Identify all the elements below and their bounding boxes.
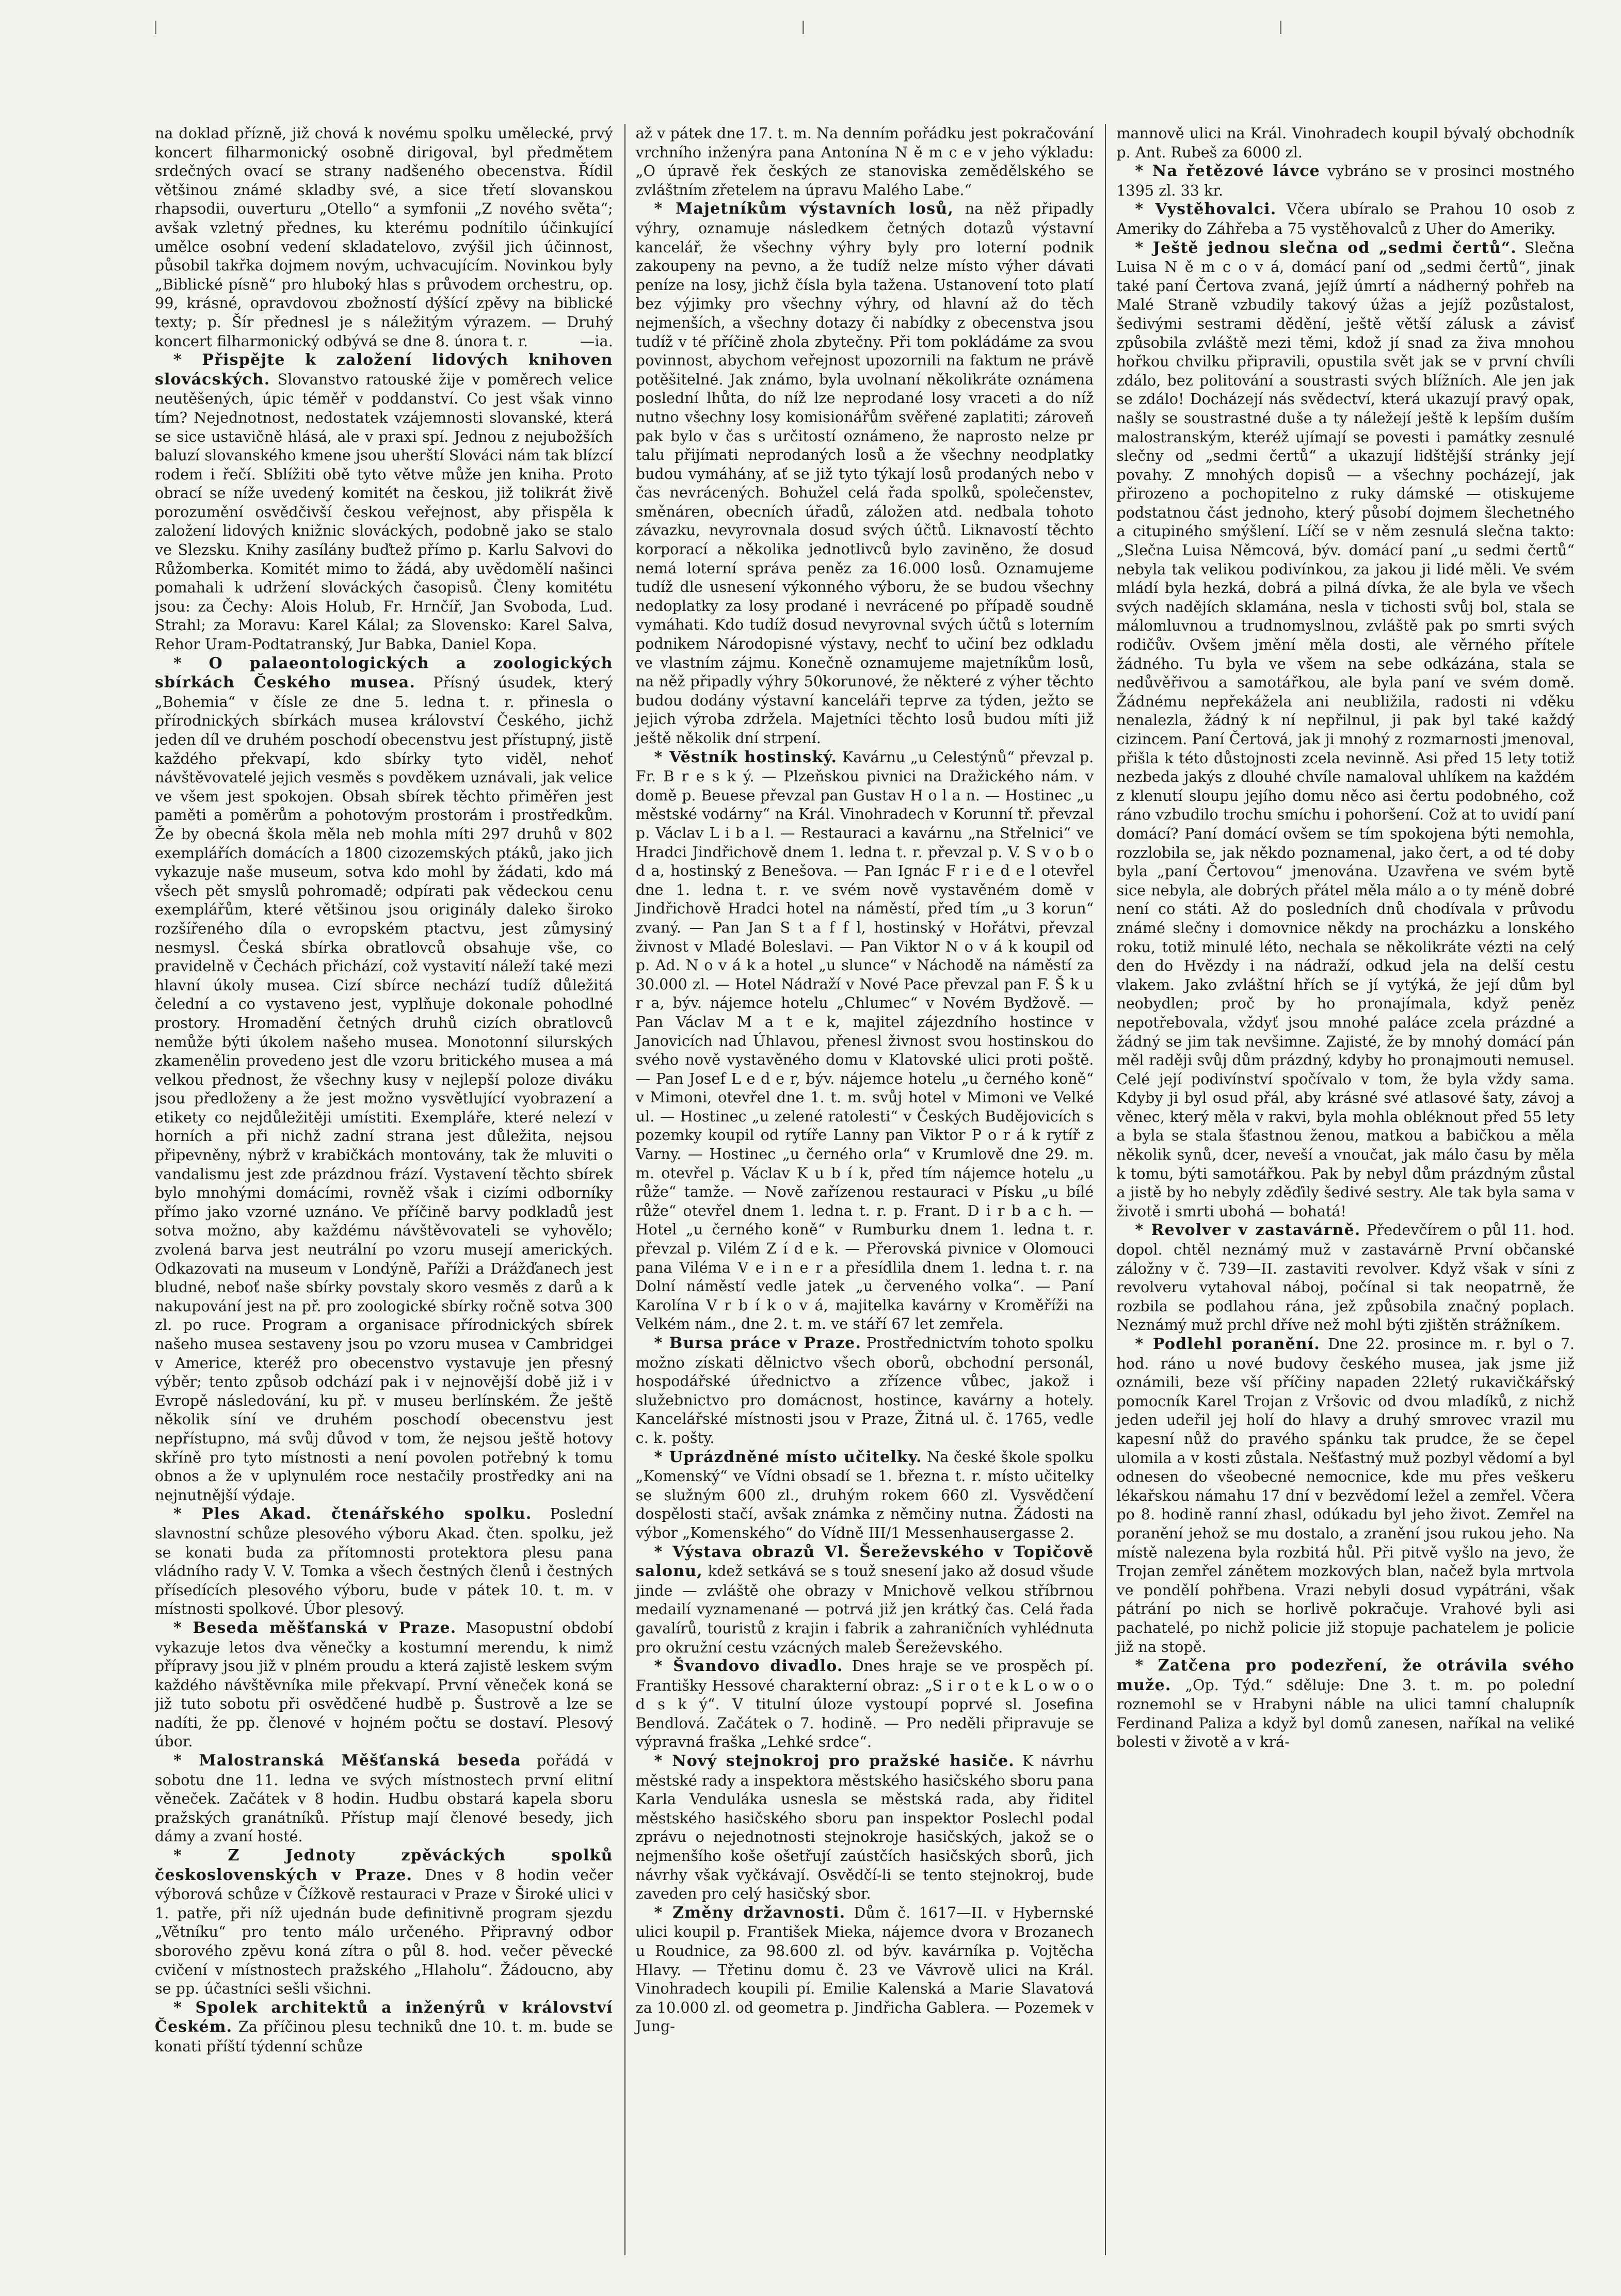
article-paragraph: [155, 1751, 613, 1846]
article-headline: * Na řetězové lávce: [1135, 162, 1320, 181]
article-headline: * Ještě jednou slečna od „sedmi čertů“.: [1135, 238, 1517, 257]
article-headline: * Ples Akad. čtenářského spolku.: [173, 1505, 532, 1523]
article-headline: * Přispějte k založení lidových knihoven slovácských.: [155, 351, 613, 389]
article-headline: * Nový stejnokroj pro pražské hasiče.: [654, 1752, 1015, 1771]
article-paragraph: [1116, 1221, 1575, 1335]
article-headline: * Švandovo divadlo.: [654, 1657, 843, 1676]
article-paragraph: [636, 1903, 1094, 2036]
article-body: Dne 22. prosince m. r. byl o 7. hod. ráno u nové budovy českého musea, jak jsme již oznámili, beze vší příčiny napaden 22letý rukavičkářský pomocník Karel Trojan z Vršovic od dvou mladíků, z nichž jeden udeřil jej holí do hlavy a druhý smrovec vrazil mu kapesní nůž do pravého spánku tak prudce, že se čepel ulomila a v kosti zůstala. Nešťastný muž pozbyl vědomí a byl odnesen do všeobecné nemocnice, kde mu přes veškeru lékařskou námahu 17 dní v bezvědomí ležel a zemřel. Včera po 8. hodině ranní zhasl, odúkadu byl jeho život. Zemřel na poranění jehož se mu dostalo, a zranění jsou rukou jeho. Na místě nalezena byla rozbitá hůl. Při pitvě vyšlo na jevo, že Trojan zemřel zánětem mozkových blan, načež byla mrtvola ve pondělí pohřbena. Vrazi nebyli dosud vypátráni, však pátrání po nich se horlivě pokračuje. Vrahové byli asi pachatelé, po nichž policie již stopuje pachatelem je policie již na stopě.: [1116, 1335, 1575, 1656]
article-paragraph: [636, 1752, 1094, 1903]
article-body: Dnes v 8 hodin večer výborová schůze v Čížkově restauraci v Praze v Široké ulici v 1. patře, při níž ujednán bude definitivně program sjezdu „Větníku“ pro tento málo určeného. Připravný odbor sborového zpěvu koná zítra o půl 8. hod. večer pěvecké cvičení v místnostech pražského „Hlaholu“. Žádoucno, aby se pp. účastníci sešli všichni.: [155, 1866, 613, 1998]
article-headline: * Malostranská Měšťanská beseda: [173, 1752, 521, 1770]
article-headline: * Věstník hostinský.: [654, 748, 838, 766]
article-body: Slečna Luisa N ě m c o v á, domácí paní od „sedmi čertů“, jinak také paní Čertova zvaná, jejíž úmrtí a nádherný pohřeb na Malé Straně vzbudily takový úžas a jejíž pozůstalost, šedivými sestrami dědění, ještě větší zálusk a závisť způsobila zvláště mezi těmi, kdož jí snad za živa mnohou hořkou chvilku připravili, opustila svět jak se v první chvíli zdálo, bez politování a soustrasti svých blížních. Ale jen jak se zdálo! Docházejí nás svědectví, která ukazují pravý opak, našly se soustrastné duše a ty náležejí ještě k lepším duším malostranským, kteréž ujímají se povesti i památky zesnulé slečny od „sedmi čertů“ a ukazují lidštější stránky její povahy. Z mnohých dopisů — a všechny pocházejí, jak přirozeno a pochopitelno z ruky dámské — otiskujeme podstatnou část jednoho, který působí dojmem šlechetného a citupiného smýšlení. Líčí se v něm zesnulá slečna takto: „Slečna Luisa Němcová, býv. domácí paní „u sedmi čertů“ nebyla tak velikou podivínkou, za jakou ji lidé měli. Ve svém mládí byla hezká, dobrá a pilná dívka, že ale byla ve všech svých nadějích sklamána, nesla v tichosti svůj bol, stala se málomluvnou a trudnomyslnou, zvláště pak po smrti svých rodičův. Ovšem jmění měla dosti, ale věrného přítele žádného. Tu byla ve všem na sebe odkázána, stala se nedůvěřivou a samotářkou, ale byla paní ve svém domě. Žádnému nepřekážela ani neubližila, radosti ni vděku nenalezla, žádný k ní nepřilnul, ji pak byl také každý cizincem. Paní Čertová, jak ji mnohý z rozmarnosti jmenoval, přišla k této důstojnosti zcela nevinně. Asi před 15 lety totiž nezbeda jakýs z dlouhé chvíle namaloval uhlíkem na každém z klenutí sloupu jejího domu něco asi čertu podobného, což ráno vzbudilo trochu smíchu i pohoršení. Což at to uvidí paní domácí? Paní domácí ovšem se tím spokojena býti nemohla, rozzlobila se, jak někdo poznamenal, jako čert, a od té doby byla „paní Čertovou“ jmenována. Uzavřena ve svém bytě sice nebyla, ale dobrých přátel měla málo a o ty méně dobré není co státi. Až do posledních dnů chodívala v průvodu známé slečny i domovnice někdy na procházku a lonského roku, totiž minulé léto, nechala se několikráte vézti na celý den do Hvězdy i na nádraží, odkud jela na delší cestu vlakem. Jako zvláštní hřích se jí vytýká, že její dům byl neobydlen; proč by ho pronajímala, když peněz nepotřebovala, vždyť jsou mnohé paláce zcela prázdné a žádný se jim tak nevšimne. Zajisté, že by mnohý domácí pán měl raději svůj dům prázdný, kdyby ho pronajmouti nemusel. Celé její podivínství spočívalo v tom, že byla vždy sama. Kdyby ji byl osud přál, aby krásné své atlasové šaty, závoj a věnec, který měla v rakvi, byla mohla obléknout před 55 lety a byla se stala šťastnou ženou, matkou a babičkou a měla několik synů, dcer, neveší a vnoučat, jak málo času by měla k tomu, býti samotářkou. Pak by nebyl dům prázdným zůstal a jistě by ho nebyly zděďily šedivé sestry. Ale tak byla sama v životě i smrti ubohá — bohatá!: [1116, 238, 1575, 1220]
article-paragraph: [155, 1504, 613, 1618]
article-body: vybráno se v prosinci mostného 1395 zl. 33 kr.: [1116, 162, 1575, 199]
article-body: Masopustní období vykazuje letos dva věnečky a kostumní merendu, k nimž přípravy jsou již v plném proudu a která zajistě leskem svým každého návštěvníka mile překvapí. První věneček koná se již tuto sobotu při osvědčené hudbě p. Šustrově a lze se nadíti, že pp. členové v hojném počtu se dostaví. Plesový úbor.: [155, 1618, 613, 1751]
article-body: Přísný úsudek, který „Bohemia“ v čísle ze dne 5. ledna t. r. přinesla o přírodnických sbírkách musea království Českého, jichž jeden díl ve druhém poschodí obecenstvu jest přístupný, jistě každého překvapí, kdo sbírky tyto viděl, nehoť návštěvovatelé jejich vesměs s povděkem uznávali, jak velice ve všem jest spokojen. Obsah sbírek těchto přiměřen jest paměti a poměrům a pohotovým prostorám i prostředkům. Že by obecná škola měla neb mohla míti 297 druhů v 802 exemplářích domácích a 1800 cizozemských ptáků, jako jich vykazuje naše museum, sotva kdo mohl by žádati, kdo má všech pět smyslů pohromadě; odpírati pak vědeckou cenu exemplářům, které většinou jsou originály daleko široko rozšířeného díla o evropském ptactvu, jest zůmysiný nesmysl. Česká sbírka obratlovců obsahuje vše, co pravidelně v Čechách přichází, což vystavití náleží také mezi hlavní úkoly musea. Cizí sbírce nechází tudíž důležitá čelední a co vystaveno jest, vyplňuje dokonale pohodlné prostory. Hromadění četných druhů cizích obratlovců nemůže býti úkolem našeho musea. Monotonní silurských zkamenělin provedeno jest dle vzoru britického musea a má velkou přednost, že všechny kusy v nejlepší poloze diváku jsou předloženy a že jest možno vysvětlující vyobrazení a etikety co nejdůležitěji umístiti. Exempláře, které nelezí v horních a při nichž zadní strana jest důležita, nejsou připevněny, nýbrž v krabičkách montovány, tak že mluviti o vandalismu jest zde prázdnou frází. Vystavení těchto sbírek bylo mnohými domácími, rovněž však i cizími odborníky přímo jako vzorné uznáno. Ve příčině barvy podkladů jest sotva možno, aby každému návštěvovateli se vyhovělo; zvolená barva jest neutrální po vzoru musejí amerických. Odkazovati na museum v Londýně, Paříži a Drážďanech jest bludné, neboť naše sbírky povstaly skoro vesměs z darů a k nakupování jest na př. pro zoologické sbírky ročně sotva 300 zl. po ruce. Program a organisace přírodnických sbírek našeho musea sestaveny jsou po vzoru musea v Cambridgei v Americe, kteréž pro obecenstvo vystavuje jen přesný výběr; tento způsob odchází pak i v nejnovější době již i v Evropě následování, ku př. v museu berlínském. Že ještě několik síní ve druhém poschodí obecenstvu jest nepřístupno, má svůj důvod v tom, že nejsou ještě hotovy skříně pro tyto místnosti a není povolen potřebný k tomu obnos a že v uplynulém roce nestačily prostředky ani na nejnutnější výdaje.: [155, 673, 613, 1504]
article-paragraph: [155, 124, 613, 350]
article-paragraph: [1116, 200, 1575, 238]
article-paragraph: [155, 1618, 613, 1751]
article-paragraph: [636, 199, 1094, 747]
article-headline: * Změny državnosti.: [654, 1903, 846, 1922]
article-body: Dům č. 1617—II. v Hybernské ulici koupil p. František Mieka, nájemce dvora v Brozanech u Roudnice, za 98.600 zl. od býv. kavárníka p. Vojtěcha Hlavy. — Třetinu domu č. 23 ve Vávrově ulici na Král. Vinohradech koupili pí. Emilie Kalenská a Marie Slavatová za 10.000 zl. od geometra p. Jindřicha Gablera. — Pozemek v Jung-: [635, 1903, 1094, 2035]
article-paragraph: [1116, 1656, 1575, 1752]
article-headline: * Vystěhovalci.: [1135, 200, 1277, 219]
article-body: Na české škole spolku „Komenský“ ve Vídni obsadí se 1. března t. r. místo učitelky se služným 600 zl., druhým rokem 660 zl. Vysvědčení dospělosti stačí, avšak známka z němčiny nutna. Žádosti na výbor „Komenského“ do Vídně III/1 Messenhausergasse 2.: [635, 1448, 1094, 1542]
article-paragraph: [636, 1334, 1094, 1448]
article-paragraph: [155, 350, 613, 654]
article-body: Za příčinou plesu techniků dne 10. t. m. bude se konati příští týdenní schůze: [155, 2018, 613, 2055]
article-headline: * Výstava obrazů Vl. Šereževského v Topičově salonu,: [635, 1543, 1094, 1581]
article-signature: —ia.: [580, 332, 613, 350]
article-body: pořádá v sobotu dne 11. ledna ve svých místnostech první elitní věneček. Začátek v 8 hodin. Hudbu obstará kapela sboru pražských granátníků. Přístup mají členové besedy, jich dámy a zvaní hosté.: [155, 1752, 613, 1845]
article-headline: * Uprázdněné místo učitelky.: [654, 1448, 922, 1466]
article-body: na doklad přízně, již chová k novému spolku umělecké, prvý koncert filharmonický osobně dirigoval, byl předmětem srdečných ovací se strany nadšeného obecenstva. Řídil většinou známé skladby své, a sice třetí slovanskou rhapsodii, ouverturu „Otello“ a symfonii „Z nového světa“; avšak vzletný přednes, ku kterému podnítilo účinkující umělce osobní vedení skladatelovo, zvýšil jich účinnost, působil takřka dojmem novým, uchvacujícím. Novinkou byly „Biblické písně“ pro hluboký hlas s průvodem orchestru, op. 99, krásné, opravdovou zbožností dýšící zpěvy na biblické texty; p. Šír přednesl je s náležitým výrazem. — Druhý koncert filharmonický odbývá se dne 8. února t. r.: [155, 124, 613, 350]
article-headline: * Zatčena pro podezření, že otrávila svého muže.: [1116, 1657, 1575, 1694]
article-paragraph: [636, 748, 1094, 1334]
text-columns: [155, 124, 1575, 2255]
edge-tick: [155, 21, 156, 34]
article-body: až v pátek dne 17. t. m. Na denním pořádku jest pokračování vrchního inženýra pana Antonína N ě m c e v jeho výkladu: „O úpravě řek českých ze stanoviska zemědělského se zvláštním zřetelem na úpravu Malého Labe.“: [635, 124, 1094, 199]
article-body: Předevčírem o půl 11. hod. dopol. chtěl neznámý muž v zastavárně První občanské záložny v č. 739—II. zastaviti revolver. Když však v síni z revolveru vytahoval náboj, počínal si tak neopatrně, že rozbila se podlahou rána, jež způsobila značný poplach. Neznámý muž prchl dříve než mohl býti zjištěn strážníkem.: [1116, 1221, 1575, 1334]
article-paragraph: [636, 124, 1094, 199]
column-3: [1105, 124, 1575, 2255]
article-paragraph: [155, 654, 613, 1505]
article-paragraph: [155, 1846, 613, 1998]
article-headline: * Revolver v zastavárně.: [1135, 1221, 1361, 1240]
article-headline: * Bursa práce v Praze.: [654, 1334, 862, 1352]
article-paragraph: [636, 1543, 1094, 1657]
article-headline: * Spolek architektů a inženýrů v království Českém.: [155, 1998, 613, 2036]
article-paragraph: [1116, 238, 1575, 1221]
article-body: mannově ulici na Král. Vinohradech koupil bývalý obchodník p. Ant. Rubeš za 6000 zl.: [1116, 124, 1575, 161]
article-body: K návrhu městské rady a inspektora městského hasičského sboru pana Karla Venduláka usnesla se městská rada, aby řiditel městského hasičského sboru pan inspektor Poslechl podal zprávu o nejednotnosti stejnokroje hasičských, jakož se o nejmenšího koše ošetřují zaústčích hasičských sborů, jich návrhy však vyčkávají. Osvědčí-li se tento stejnokroj, bude zaveden pro celý hasičský sbor.: [635, 1752, 1094, 1903]
article-headline: * Z Jednoty zpěváckých spolků československých v Praze.: [155, 1847, 613, 1884]
column-2: [624, 124, 1094, 2255]
article-paragraph: [1116, 124, 1575, 162]
edge-tick: [1280, 21, 1281, 34]
article-paragraph: [636, 1448, 1094, 1543]
article-body: Prostřednictvím tohoto spolku možno získati dělnictvo všech oborů, obchodní personál, hospodářské úřednictvo a zřízence vůbec, jakož i služebnictvo pro domácnost, hostince, kavárny a hotely. Kancelářské místnosti jsou v Praze, Žitná ul. č. 1765, vedle c. k. pošty.: [635, 1334, 1094, 1447]
scan-edge-marks: [155, 21, 1575, 36]
article-headline: * O palaeontologických a zoologických sbírkách Českého musea.: [155, 654, 613, 692]
article-paragraph: [636, 1657, 1094, 1752]
article-body: Dnes hraje se ve prospěch pí. Františky Hessové charakterní obraz: „S i r o t e k L o w o o d s k ý“. V titulní úloze vystoupí poprvé sl. Josefina Bendlová. Začátek o 7. hodině. — Pro neděli připravuje se výpravná fraška „Lehké srdce“.: [635, 1657, 1094, 1751]
article-body: Poslední slavnostní schůze plesového výboru Akad. čten. spolku, jež se konati buda za přítomnosti protektora plesu pana vládního rady V. V. Tomka a všech čestných členů i čestných přísedících plesového výboru, bude v pátek 10. t. m. v místnosti spolkové. Úbor plesový.: [155, 1505, 613, 1618]
article-body: na něž připadly výhry, oznamuje následkem četných dotazů výstavní kancelář, že všechny výhry byly pro loterní podnik zakoupeny na pevno, a že tudíž nelze místo výher dávati peníze na losy, jichž čísla byla tažena. Ustanovení toto platí bez výjimky pro všechny výhry, od hlavní až do těch nejmenších, a všechny dotazy či nabídky z obecenstva jsou tudíž v té příčině zhola zbytečny. Při tom pokládáme za svou povinnost, abychom veřejnost upozornili na faktum ne právě potěšitelné. Jak známo, byla uvolnaní několikráte oznámena poslední lhůta, do níž lze neprodané losy vraceti a do níž nutno všechny losy komisionářům svěřené zaplatiti; zároveň pak bylo v čas s určitostí oznámeno, že naprosto nelze pr talu přijímati neprodaných losů a že všechny neodplatky budou vymáhány, ať se již tyto týkají losů prodaných nebo v čas nevrácených. Bohužel celá řada spolků, společenstev, směnáren, obecních úřadů, záložen atd. nedbala tohoto závazku, nevyrovnala dosud svých účtů. Liknavostí těchto korporací a několika jednotlivců bylo zaviněno, že dosud nemá loterní správa peněz za 16.000 losů. Oznamujeme tudíž dle usnesení výkonného výboru, že se budou všechny nedoplatky za losy prodané i nevrácené po případě soudně vymáhati. Kdo tudíž dosud nevyrovnal svých účtů s loterním podnikem Národopisné výstavy, nechť to učiní bez odkladu ve vlastním zájmu. Konečně oznamujeme majetníkům losů, na něž připadly výhry 50korunové, že některé z výher těchto budou dodány výstavní kanceláři teprve za týden, ježto se jejich výroba zdržela. Majetníci těchto losů budou míti již ještě několik dní strpení.: [635, 200, 1094, 747]
article-body: Včera ubíralo se Prahou 10 osob z Ameriky do Záhřeba a 75 vystěhovalců z Uher do Ameriky.: [1116, 200, 1575, 237]
article-paragraph: [155, 1998, 613, 2056]
article-paragraph: [1116, 162, 1575, 200]
column-1: [155, 124, 613, 2255]
article-headline: * Majetníkům výstavních losů,: [654, 200, 954, 218]
article-body: kdež setkává se s touž snesení jako až dosud všude jinde — zvláště ohe obrazy v Mnichově velkou stříbrnou medailí vyznamenané — potrvá již jen krátký čas. Celá řada gavalírů, touristů z krajin i fabrik a zahraničních vyhlédnuta pro okružní cestu vzácných maleb Šereževského.: [635, 1562, 1094, 1656]
article-headline: * Podlehl poranění.: [1135, 1335, 1321, 1353]
article-body: Kavárnu „u Celestýnů“ převzal p. Fr. B r e s k ý. — Plzeňskou pivnici na Dražického nám. v domě p. Beuese převzal pan Gustav H o l a n. — Hostinec „u městské vodárny“ na Král. Vinohradech v Korunní tř. převzal p. Václav L i b a l. — Restauraci a kavárnu „na Střelnici“ ve Hradci Jindřichově dnem 1. ledna t. r. převzal p. V. S v o b o d a, hostinský z Benešova. — Pan Ignác F r i e d e l otevřel dne 1. ledna t. r. ve svém nově vystavěném domě v Jindřichově Hradci hotel na náměstí, před tím „u 3 korun“ zvaný. — Pan Jan S t a f f l, hostinský v Hořátvi, převzal živnost v Mladé Boleslavi. — Pan Viktor N o v á k koupil od p. Ad. N o v á k a hotel „u slunce“ v Náchodě na náměstí za 30.000 zl. — Hotel Nádraží v Nové Pace převzal pan F. Š k u r a, býv. nájemce hotelu „Chlumec“ v Novém Bydžově. — Pan Václav M a t e k, majitel zájezdního hostince v Janovicích nad Úhlavou, přenesl živnost svou hostinskou do svého nově vystavěného domu v Klatovské ulici proti poště. — Pan Josef L e d e r, býv. nájemce hotelu „u černého koně“ v Mimoni, otevřel dne 1. t. m. svůj hotel v Mimoni ve Velké ul. — Hostinec „u zelené ratolesti“ v Českých Budějovicích s pozemky koupil od rytíře Lanny pan Viktor P o r á k rytíř z Varny. — Hostinec „u černého orla“ v Krumlově dne 29. m. m. otevřel p. Václav K u b í k, před tím nájemce hotelu „u růže“ tamže. — Nově zařízenou restauraci v Písku „u bílé růže“ otevřel dnem 1. ledna t. r. p. Frant. D i r b a c h. — Hotel „u černého koně“ v Rumburku dnem 1. ledna t. r. převzal p. Vilém Z í d e k. — Přerovská pivnice v Olomouci pana Viléma V e i n e r a přesídlila dnem 1. ledna t. r. na Dolní náměstí vedle jatek „u červeného volka“. — Paní Karolína V r b í k o v á, majitelka kavárny v Kroměříži na Velkém nám., dne 2. t. m. ve stáří 67 let zemřela.: [635, 748, 1094, 1333]
edge-tick: [803, 21, 804, 34]
article-body: „Op. Týd.“ sděluje: Dne 3. t. m. po polední roznemohl se v Hrabyni náble na ulici tamní chalupník Ferdinand Paliza a když byl domů zanesen, naříkal na veliké bolesti v životě a v krá-: [1116, 1676, 1575, 1751]
article-headline: * Beseda měšťanská v Praze.: [173, 1618, 457, 1637]
article-paragraph: [1116, 1335, 1575, 1656]
article-body: Slovanstvo ratouské žije v poměrech velice neutěšených, úpic téměř v poddanství. Co jest však vinno tím? Nejednotnost, nedostatek vzájemnosti slovanské, která se sice ustavičně hlásá, ale v praxi spí. Jednou z nejubožších baluzí slovanského kmene jsou uherští Slováci nám tak blízcí rodem i řečí. Sblížiti obě tyto větve může jen kniha. Proto obrací se níže uvedený komitét na českou, již tolikrát živě porozumění osvědčivší českou veřejnost, aby přispěla k založení lidových knižnic slováckých, podobně jako se stalo ve Slezsku. Knihy zasílány buďtež přímo p. Karlu Salvovi do Růžomberka. Komitét mimo to žádá, aby uvědomělí našinci pomahali k udržení slováckých časopisů. Členy komitétu jsou: za Čechy: Alois Holub, Fr. Hrnčíř, Jan Svoboda, Lud. Strahl; za Moravu: Karel Kálal; za Slovensko: Karel Salva, Rehor Uram-Podtatranský, Jur Babka, Daniel Kopa.: [155, 370, 613, 653]
